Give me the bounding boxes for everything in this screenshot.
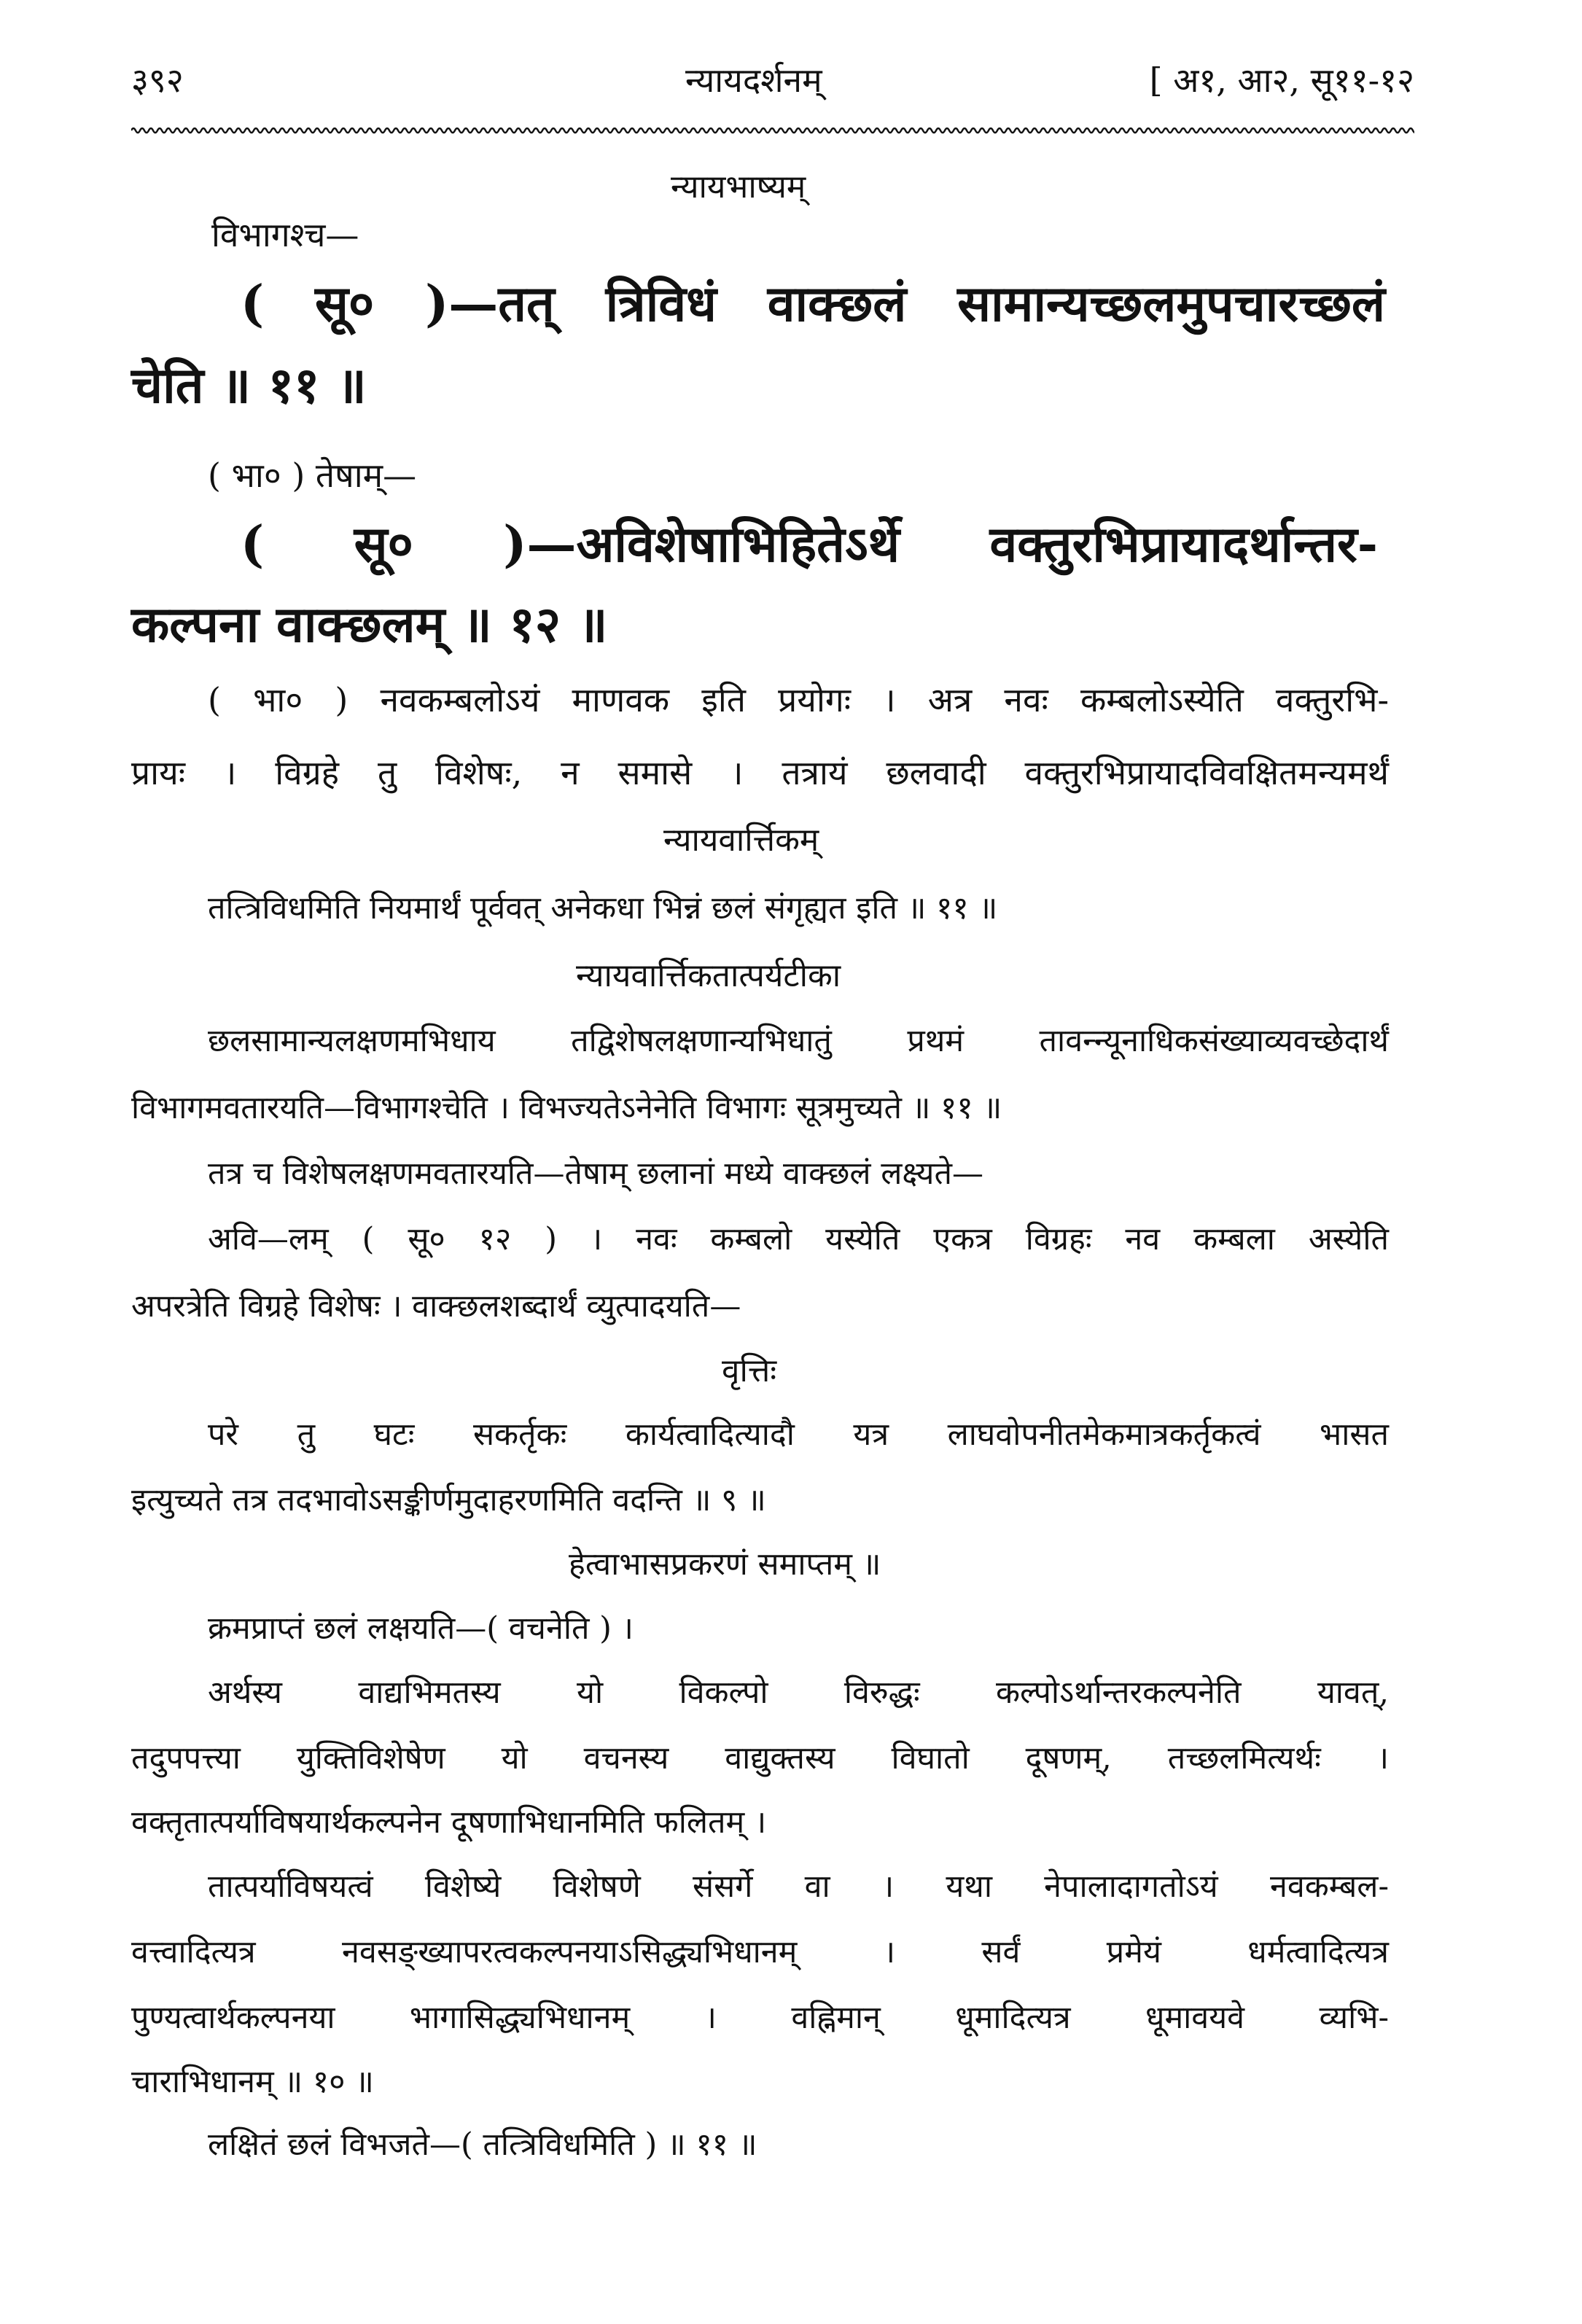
section-heading-vritti: वृत्तिः — [722, 1352, 777, 1389]
text-line: विभागश्च— — [211, 215, 359, 254]
section-reference: [ अ१, आ२, सू११-१२ — [1149, 61, 1414, 100]
sutra-line: ( सू० )—तत् त्रिविधं वाक्छलं सामान्यच्छलमुपचारच्छलं — [241, 275, 1385, 333]
text-line: क्रमप्राप्तं छलं लक्षयति—( वचनेति ) । — [208, 1610, 634, 1647]
text-line: ( भा० ) तेषाम्— — [208, 456, 417, 495]
text-line: अर्थस्य वाद्यभिमतस्य यो विकल्पो विरुद्धः कल्पोऽर्थान्तरकल्पनेति यावत्, — [208, 1674, 1389, 1711]
text-line: तात्पर्याविषयत्वं विशेष्ये विशेषणे संसर्गे वा । यथा नेपालादागतोऽयं नवकम्बल- — [208, 1868, 1389, 1905]
text-line: तत्त्रिविधमिति नियमार्थं पूर्ववत् अनेकधा भिन्नं छलं संगृह्यत इति ॥ ११ ॥ — [208, 890, 998, 927]
text-line: तत्र च विशेषलक्षणमवतारयति—तेषाम् छलानां मध्ये वाक्छलं लक्ष्यते— — [208, 1155, 983, 1192]
section-heading-nyayavarttika: न्यायवार्त्तिकम् — [663, 822, 819, 859]
text-line: प्रायः । विग्रहे तु विशेषः, न समासे । तत्रायं छलवादी वक्तुरभिप्रायादविवक्षितमन्यमर्थं — [131, 753, 1389, 792]
text-line: लक्षितं छलं विभजते—( तत्त्रिविधमिति ) ॥ ११ ॥ — [208, 2126, 757, 2163]
text-line: पुण्यत्वार्थकल्पनया भागासिद्ध्यभिधानम् । वह्निमान् धूमादित्यत्र धूमावयवे व्यभि- — [131, 2000, 1389, 2036]
page-number: ३९२ — [131, 61, 184, 100]
page-header — [131, 57, 1414, 108]
text-line: छलसामान्यलक्षणमभिधाय तद्विशेषलक्षणान्यभिधातुं प्रथमं तावन्न्यूनाधिकसंख्याव्यवच्छेदार्थं — [208, 1023, 1389, 1059]
section-heading-tatparyatika: न्यायवार्त्तिकतात्पर्यटीका — [576, 957, 841, 994]
text-line: विभागमवतारयति—विभागश्चेति । विभज्यतेऽनेनेति विभागः सूत्रमुच्यते ॥ ११ ॥ — [131, 1090, 1002, 1126]
text-line: वक्तृतात्पर्याविषयार्थकल्पनेन दूषणाभिधानमिति फलितम् । — [131, 1804, 767, 1841]
text-line: अपरत्रेति विग्रहे विशेषः । वाक्छलशब्दार्थं व्युत्पादयति— — [131, 1288, 741, 1325]
text-line: इत्युच्यते तत्र तदभावोऽसङ्कीर्णमुदाहरणमिति वदन्ति ॥ ९ ॥ — [131, 1482, 766, 1518]
text-line: वत्त्वादित्यत्र नवसङ्ख्यापरत्वकल्पनयाऽसिद्ध्यभिधानम् । सर्वं प्रमेयं धर्मत्वादित्यत्र — [131, 1934, 1389, 1970]
text-line: अवि—लम् ( सू० १२ ) । नवः कम्बलो यस्येति एकत्र विग्रहः नव कम्बला अस्येति — [208, 1221, 1389, 1257]
sutra-line: ( सू० )—अविशेषाभिहितेऽर्थे वक्तुरभिप्रायादर्थान्तर- — [241, 515, 1378, 574]
sutra-line: कल्पना वाक्छलम् ॥ १२ ॥ — [131, 596, 608, 654]
section-end-line: हेत्वाभासप्रकरणं समाप्तम् ॥ — [569, 1546, 881, 1583]
text-line: परे तु घटः सकर्तृकः कार्यत्वादित्यादौ यत्र लाघवोपनीतमेकमात्रकर्तृकत्वं भासत — [208, 1416, 1389, 1453]
text-line: तदुपपत्त्या युक्तिविशेषेण यो वचनस्य वाद्युक्तस्य विघातो दूषणम्, तच्छलमित्यर्थः । — [131, 1740, 1389, 1777]
running-title: न्यायदर्शनम् — [685, 61, 822, 100]
wavy-header-rule — [131, 125, 1414, 136]
text-line: ( भा० ) नवकम्बलोऽयं माणवक इति प्रयोगः । अत्र नवः कम्बलोऽस्येति वक्तुरभि- — [208, 680, 1389, 720]
section-heading-nyayabhashya: न्यायभाष्यम् — [671, 168, 806, 206]
sutra-line: चेति ॥ ११ ॥ — [131, 356, 367, 415]
text-line: चाराभिधानम् ॥ १० ॥ — [131, 2064, 374, 2100]
